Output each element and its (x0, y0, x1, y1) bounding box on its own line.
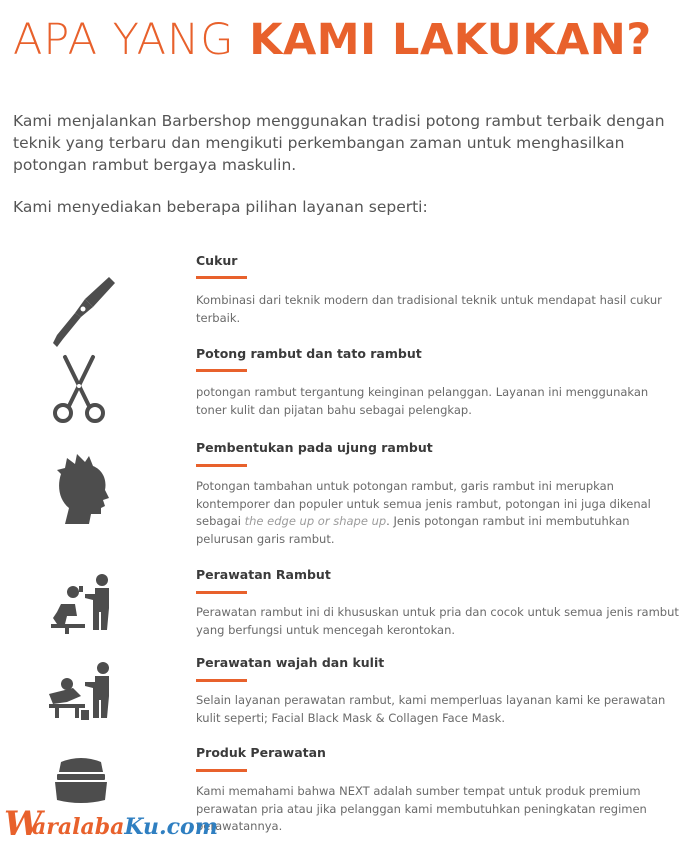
service-title-rule (196, 369, 247, 372)
service-description: Perawatan rambut ini di khususkan untuk pria dan cocok untuk semua jenis rambut yang berfungsi untuk mencegah kerontokan. (196, 605, 679, 637)
service-title-rule (196, 276, 247, 279)
page-title (13, 6, 652, 74)
service-description: potongan rambut tergantung keinginan pelanggan. Layanan ini menggunakan toner kulit dan pijatan bahu sebagai pelengkap. (196, 385, 649, 417)
hair-treatment-icon (45, 568, 117, 646)
page-title-light: APA YANG (13, 15, 250, 65)
service-description: Kombinasi dari teknik modern dan tradisional teknik untuk mendapat hasil cukur terbaik. (196, 293, 662, 325)
services-lead: Kami menyediakan beberapa pilihan layanan seperti: (13, 198, 428, 216)
intro-paragraph: Kami menjalankan Barbershop menggunakan tradisi potong rambut terbaik dengan teknik yang terbaru dan mengikuti perkembangan zaman untuk menghasilkan potongan rambut bergaya maskulin. (13, 112, 665, 174)
service-title-rule (196, 769, 247, 772)
logo-initial: W (4, 804, 43, 844)
service-title: Perawatan wajah dan kulit (196, 655, 385, 670)
logo-accent-text: Ku.com (124, 814, 218, 840)
scissors-icon (45, 353, 117, 431)
service-title: Perawatan Rambut (196, 567, 331, 582)
service-title: Pembentukan pada ujung rambut (196, 440, 433, 455)
service-description-end: . Jenis potongan rambut ini membutuhkan pelurusan garis rambut. (196, 514, 630, 546)
service-title-rule (196, 464, 247, 467)
head-hair-icon (45, 450, 117, 528)
razor-icon (45, 273, 117, 351)
service-description: Kami memahami bahwa NEXT adalah sumber tempat untuk produk premium perawatan pria atau jika pelanggan kami membutuhkan peningkatan regimen perawatannya. (196, 784, 647, 833)
logo-wordmark (32, 814, 218, 840)
page-title-bold: KAMI LAKUKAN? (249, 15, 652, 65)
service-title-rule (196, 591, 247, 594)
waralabaku-logo (4, 804, 218, 846)
facial-treatment-icon (45, 654, 117, 732)
service-description-start: Potongan tambahan untuk potongan rambut, garis rambut ini merupkan kontemporer dan populer untuk semua jenis rambut, potongan ini juga dikenal sebagai (196, 479, 651, 528)
logo-main-text: aralaba (32, 814, 125, 840)
service-description (196, 478, 681, 548)
service-description: Selain layanan perawatan rambut, kami memperluas layanan kami ke perawatan kulit seperti; Facial Black Mask & Collagen Face Mask. (196, 693, 666, 725)
service-title-rule (196, 679, 247, 682)
service-title: Cukur (196, 253, 238, 268)
service-description-emphasis: the edge up or shape up (244, 514, 387, 528)
service-title: Produk Perawatan (196, 745, 326, 760)
service-title: Potong rambut dan tato rambut (196, 346, 422, 361)
